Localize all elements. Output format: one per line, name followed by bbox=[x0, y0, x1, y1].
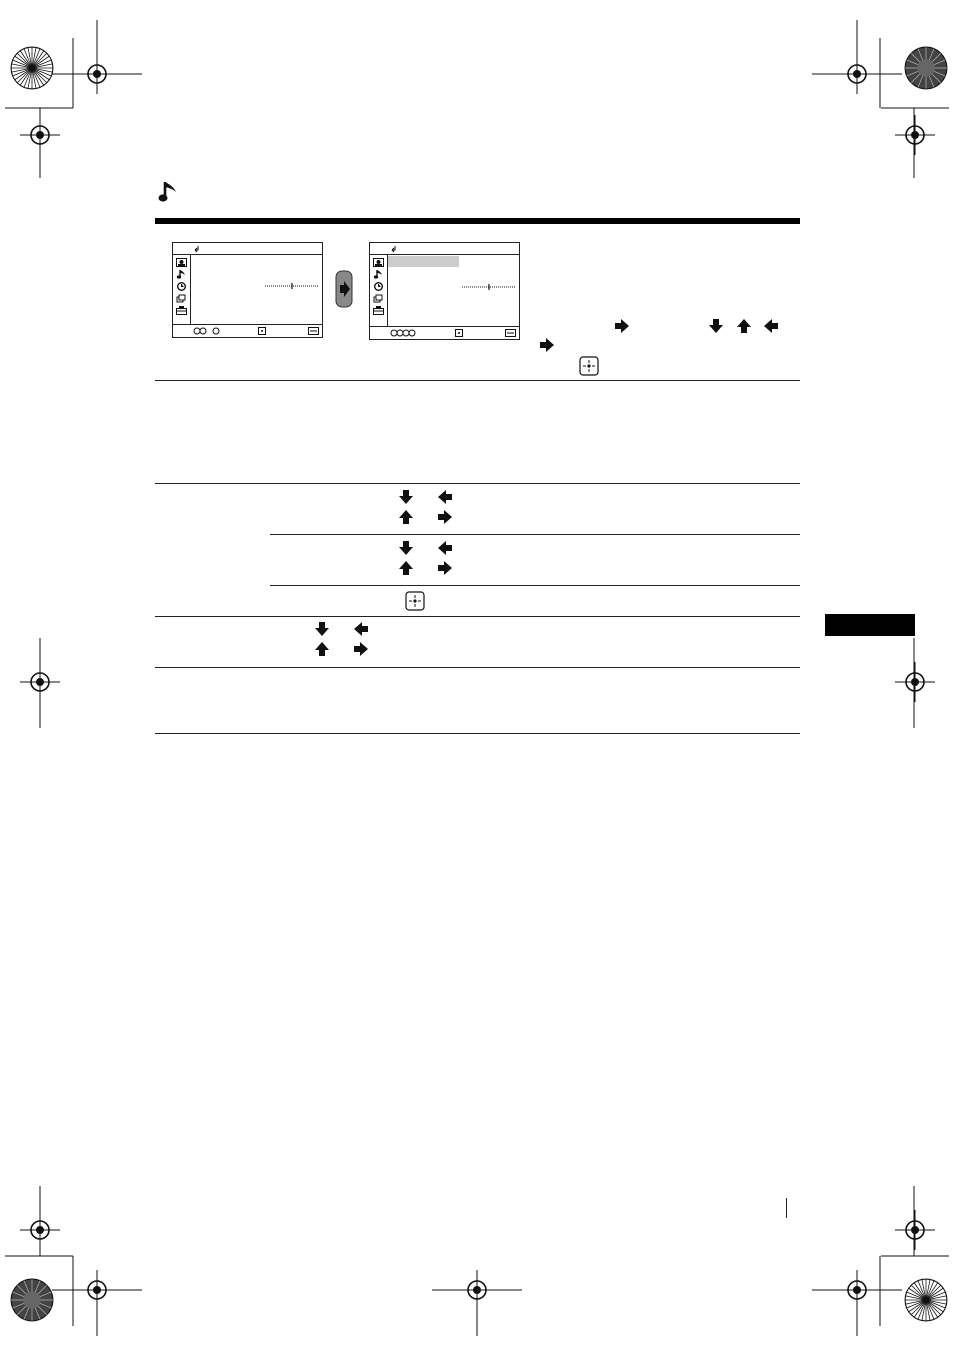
right-arrow-icon bbox=[539, 337, 555, 353]
down-arrow-icon bbox=[398, 540, 414, 556]
table-rule bbox=[270, 585, 800, 586]
setup-icon[interactable] bbox=[373, 294, 384, 303]
return-icon bbox=[193, 245, 200, 253]
down-arrow-icon bbox=[708, 318, 724, 334]
menu-guide-bar bbox=[173, 324, 322, 337]
menu-title-bar bbox=[370, 243, 519, 255]
menu-key-icon bbox=[308, 327, 319, 335]
setup-icon[interactable] bbox=[176, 294, 187, 303]
ok-button-icon bbox=[579, 356, 599, 376]
menu-title-bar bbox=[173, 243, 322, 255]
toolbox-icon[interactable] bbox=[176, 306, 187, 315]
right-arrow-icon bbox=[353, 641, 369, 657]
menu-key-icon bbox=[505, 329, 516, 337]
return-icon bbox=[390, 245, 397, 253]
right-arrow-icon bbox=[614, 318, 630, 334]
left-arrow-icon bbox=[437, 489, 453, 505]
menu-icon-column bbox=[173, 255, 191, 324]
page-number-rule bbox=[786, 1198, 787, 1218]
sound-icon[interactable] bbox=[373, 270, 384, 279]
next-step-arrow-icon bbox=[335, 270, 353, 308]
table-rule bbox=[270, 534, 800, 535]
level-slider bbox=[265, 283, 319, 289]
up-arrow-icon bbox=[398, 509, 414, 525]
down-arrow-icon bbox=[314, 621, 330, 637]
timer-icon[interactable] bbox=[373, 282, 384, 291]
left-arrow-icon bbox=[763, 318, 779, 334]
table-rule bbox=[155, 380, 800, 381]
toolbox-icon[interactable] bbox=[373, 306, 384, 315]
music-note-icon bbox=[158, 180, 180, 204]
timer-icon[interactable] bbox=[176, 282, 187, 291]
sound-menu-screen bbox=[172, 242, 323, 338]
up-arrow-icon bbox=[398, 560, 414, 576]
down-arrow-icon bbox=[398, 489, 414, 505]
table-rule bbox=[155, 616, 800, 617]
table-rule bbox=[155, 483, 800, 484]
up-arrow-icon bbox=[736, 318, 752, 334]
navigation-keys-icon bbox=[193, 327, 223, 335]
right-arrow-icon bbox=[437, 560, 453, 576]
ok-button-icon bbox=[405, 591, 425, 611]
selected-menu-item-highlight bbox=[388, 256, 459, 267]
section-side-tab bbox=[825, 614, 915, 636]
right-arrow-icon bbox=[437, 509, 453, 525]
sound-menu-screen-selected bbox=[369, 242, 520, 340]
ok-key-icon bbox=[258, 327, 266, 335]
table-rule bbox=[155, 733, 800, 734]
level-slider bbox=[462, 284, 516, 290]
left-arrow-icon bbox=[437, 540, 453, 556]
ok-key-icon bbox=[455, 329, 463, 337]
sound-icon[interactable] bbox=[176, 270, 187, 279]
up-arrow-icon bbox=[314, 641, 330, 657]
table-rule bbox=[155, 667, 800, 668]
menu-icon-column bbox=[370, 255, 388, 326]
left-arrow-icon bbox=[353, 621, 369, 637]
picture-icon[interactable] bbox=[373, 258, 384, 267]
section-rule bbox=[155, 218, 800, 224]
picture-icon[interactable] bbox=[176, 258, 187, 267]
navigation-keys-icon bbox=[390, 329, 420, 337]
menu-guide-bar bbox=[370, 326, 519, 339]
